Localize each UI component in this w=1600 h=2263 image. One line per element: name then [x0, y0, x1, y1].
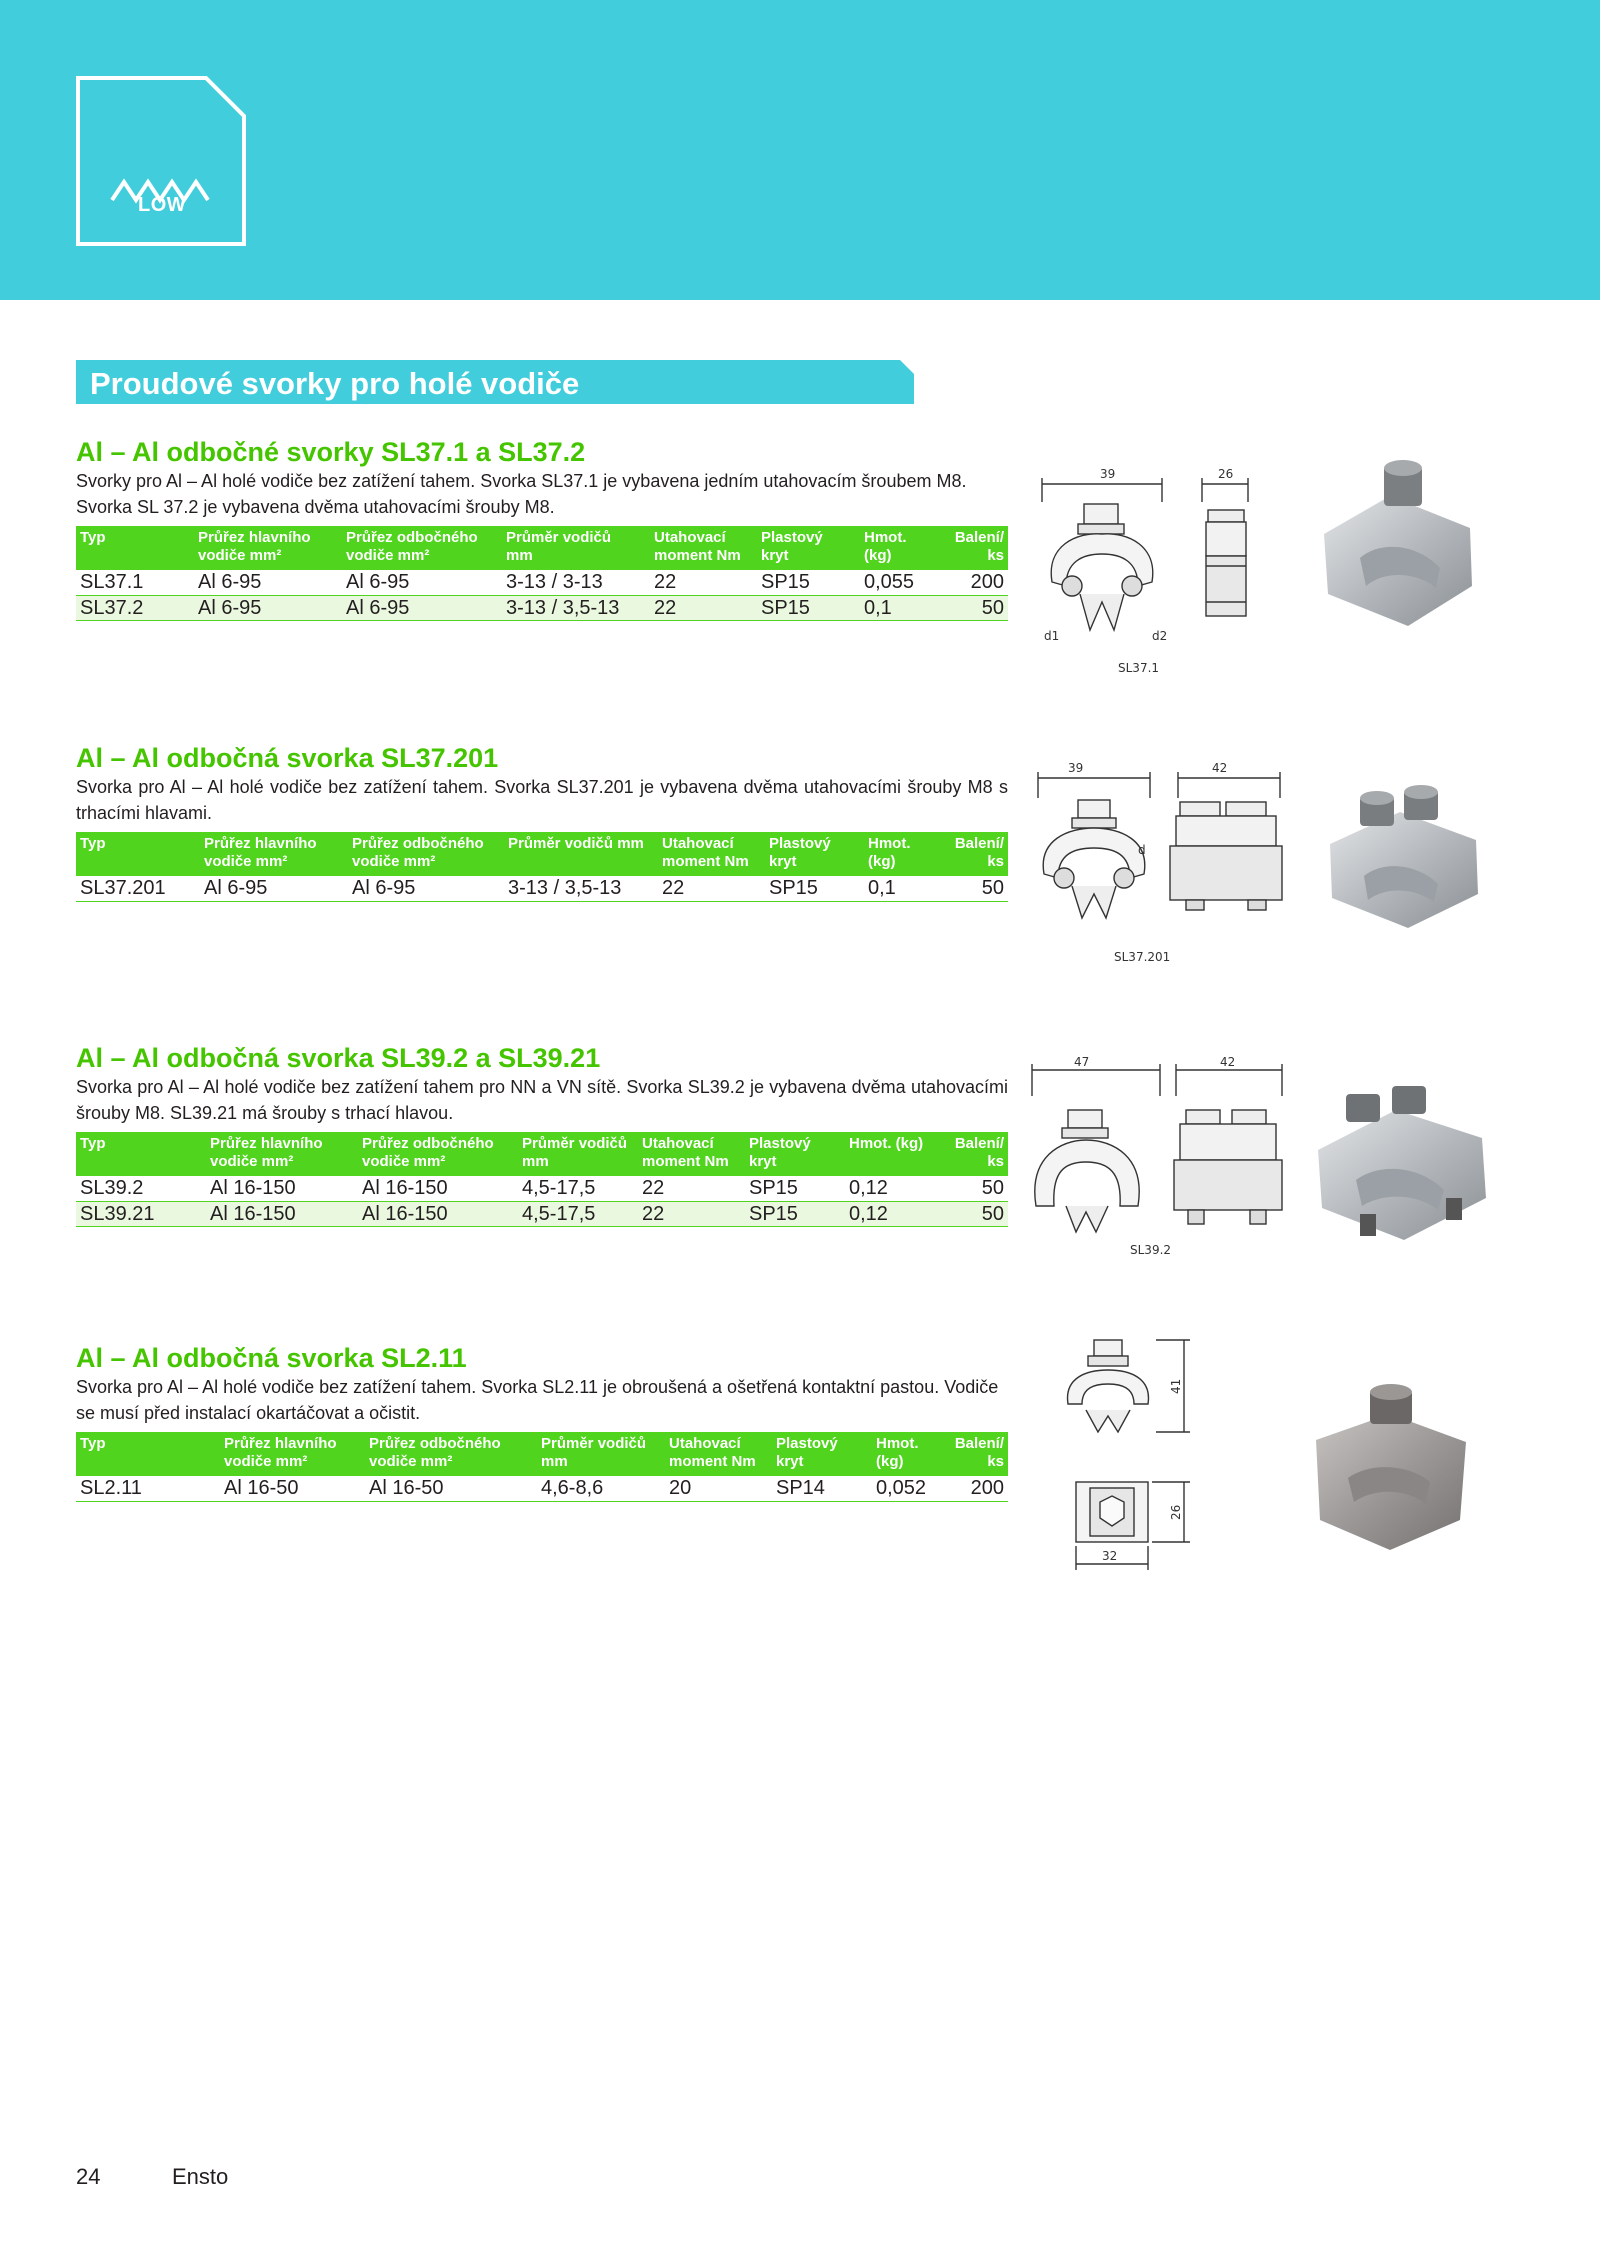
cell-cover: SP15: [757, 595, 860, 620]
dim-label: 26: [1169, 1504, 1183, 1520]
product-description: Svorka pro Al – Al holé vodiče bez zatížení tahem. Svorka SL2.11 je obroušená a ošetřená kontaktní pastou. Vodiče se musí před instalací okartáčovat a očistit.: [76, 1377, 999, 1423]
header-cell: Typ: [76, 1132, 206, 1176]
header-cell: Průřez hlavního vodiče mm²: [206, 1132, 358, 1176]
product-sl37-1-2: [76, 436, 1008, 621]
cell-type: SL39.21: [76, 1201, 206, 1226]
header-cell: Průměr vodičů mm: [504, 832, 658, 876]
product-photo-sl2-11: [1290, 1370, 1490, 1560]
header-cell: Průřez hlavního vodiče mm²: [220, 1432, 365, 1476]
header-cell: Utahovací moment Nm: [665, 1432, 772, 1476]
cell-diameter: 3-13 / 3,5-13: [504, 876, 658, 901]
cell-type: SL2.11: [76, 1476, 220, 1501]
table-row: [76, 570, 1008, 595]
table-header-row: [76, 526, 1008, 570]
header-cell: Průřez hlavního vodiče mm²: [200, 832, 348, 876]
cell-package: 50: [945, 1201, 1008, 1226]
dim-label: 42: [1212, 761, 1228, 775]
product-description: Svorka pro Al – Al holé vodiče bez zatížení tahem. Svorka SL37.201 je vybavena dvěma utahovacími šrouby M8 s trhacími hlavami.: [76, 777, 1008, 823]
cell-weight: 0,1: [864, 876, 946, 901]
product-title: Al – Al odbočná svorka SL37.201: [76, 743, 499, 773]
cell-package: 50: [945, 595, 1008, 620]
header-cell: Průřez odbočného vodiče mm²: [342, 526, 502, 570]
cell-torque: 22: [650, 570, 757, 595]
dim-label: 26: [1218, 467, 1234, 481]
header-cell: Typ: [76, 1432, 220, 1476]
header-cell: Hmot. (kg): [864, 832, 946, 876]
dim-label: 41: [1169, 1378, 1183, 1394]
badge-frame-icon: [76, 76, 246, 246]
cell-branch-section: Al 16-50: [365, 1476, 537, 1501]
table-row: [76, 1201, 1008, 1226]
table-row: [76, 1176, 1008, 1201]
cell-diameter: 4,5-17,5: [518, 1201, 638, 1226]
header-cell: Průměr vodičů mm: [518, 1132, 638, 1176]
dim-label: 39: [1068, 761, 1084, 775]
header-cell: Balení/ ks: [948, 1432, 1008, 1476]
cell-main-section: Al 6-95: [200, 876, 348, 901]
product-photo-sl37-1: [1300, 448, 1500, 648]
table-header-row: [76, 832, 1008, 876]
cell-diameter: 4,6-8,6: [537, 1476, 665, 1501]
cell-branch-section: Al 16-150: [358, 1176, 518, 1201]
cell-package: 50: [945, 1176, 1008, 1201]
product-sl39-2-21: [76, 1042, 1008, 1227]
drawing-caption: SL39.2: [1130, 1243, 1172, 1257]
drawing-caption: SL37.1: [1118, 661, 1160, 675]
cell-package: 200: [945, 570, 1008, 595]
header-cell: Průměr vodičů mm: [537, 1432, 665, 1476]
cell-branch-section: Al 16-150: [358, 1201, 518, 1226]
spec-table: [76, 1132, 1008, 1227]
dim-label: d1: [1044, 629, 1060, 643]
cell-cover: SP15: [757, 570, 860, 595]
spec-table: [76, 832, 1008, 902]
footer-brand: Ensto: [172, 2164, 229, 2189]
product-title: Al – Al odbočná svorka SL2.11: [76, 1343, 467, 1373]
dim-label: 39: [1100, 467, 1116, 481]
drawing-caption: SL37.201: [1114, 950, 1171, 964]
cell-diameter: 3-13 / 3-13: [502, 570, 650, 595]
cell-type: SL37.1: [76, 570, 194, 595]
table-row: [76, 876, 1008, 901]
header-cell: Utahovací moment Nm: [650, 526, 757, 570]
cell-package: 200: [948, 1476, 1008, 1501]
technical-drawing-sl39-2: [1028, 1056, 1290, 1262]
header-cell: Utahovací moment Nm: [658, 832, 765, 876]
product-title: Al – Al odbočné svorky SL37.1 a SL37.2: [76, 437, 586, 467]
product-sl2-11: [76, 1342, 1008, 1502]
dim-label: 42: [1220, 1056, 1236, 1069]
header-cell: Typ: [76, 526, 194, 570]
cell-type: SL37.201: [76, 876, 200, 901]
table-header-row: [76, 1432, 1008, 1476]
badge-label: LOW: [138, 194, 187, 216]
page-number: 24: [76, 2164, 101, 2189]
header-cell: Průřez hlavního vodiče mm²: [194, 526, 342, 570]
cell-branch-section: Al 6-95: [342, 595, 502, 620]
cell-cover: SP15: [765, 876, 864, 901]
table-header-row: [76, 1132, 1008, 1176]
technical-drawing-sl37-1: [1030, 462, 1280, 682]
dim-label: 47: [1074, 1056, 1090, 1069]
product-sl37-201: [76, 742, 1008, 902]
cell-torque: 22: [650, 595, 757, 620]
cell-type: SL39.2: [76, 1176, 206, 1201]
cell-torque: 22: [658, 876, 765, 901]
cell-weight: 0,055: [860, 570, 945, 595]
cell-torque: 22: [638, 1201, 745, 1226]
header-cell: Průměr vodičů mm: [502, 526, 650, 570]
cell-diameter: 3-13 / 3,5-13: [502, 595, 650, 620]
section-title-bar: [76, 360, 914, 404]
cell-main-section: Al 16-150: [206, 1176, 358, 1201]
product-photo-sl39-2: [1300, 1080, 1500, 1250]
cell-weight: 0,12: [845, 1176, 945, 1201]
product-title: Al – Al odbočná svorka SL39.2 a SL39.21: [76, 1043, 601, 1073]
table-row: [76, 1476, 1008, 1501]
cell-weight: 0,052: [872, 1476, 948, 1501]
cell-main-section: Al 6-95: [194, 570, 342, 595]
technical-drawing-sl37-201: [1028, 758, 1288, 968]
cell-cover: SP14: [772, 1476, 872, 1501]
product-description: Svorky pro Al – Al holé vodiče bez zatížení tahem. Svorka SL37.1 je vybavena jedním utahovacím šroubem M8. Svorka SL 37.2 je vybavena dvěma utahovacími šrouby M8.: [76, 471, 967, 517]
product-description: Svorka pro Al – Al holé vodiče bez zatížení tahem pro NN a VN sítě. Svorka SL39.2 je vybavena dvěma utahovacími šrouby M8. SL39.21 má šrouby s trhací hlavou.: [76, 1077, 1008, 1123]
cell-cover: SP15: [745, 1176, 845, 1201]
section-title: Proudové svorky pro holé vodiče: [90, 366, 580, 401]
dim-label: d2: [1152, 629, 1168, 643]
cell-package: 50: [946, 876, 1008, 901]
dim-label: d: [1138, 843, 1146, 857]
header-cell: Průřez odbočného vodiče mm²: [365, 1432, 537, 1476]
cell-type: SL37.2: [76, 595, 194, 620]
cell-weight: 0,1: [860, 595, 945, 620]
cell-weight: 0,12: [845, 1201, 945, 1226]
cell-cover: SP15: [745, 1201, 845, 1226]
spec-table: [76, 526, 1008, 621]
table-row: [76, 595, 1008, 620]
header-cell: Plastový kryt: [765, 832, 864, 876]
technical-drawing-sl2-11: [1060, 1330, 1210, 1580]
header-cell: Balení/ ks: [946, 832, 1008, 876]
product-photo-sl37-201: [1300, 778, 1500, 948]
cell-branch-section: Al 6-95: [348, 876, 504, 901]
cell-main-section: Al 16-50: [220, 1476, 365, 1501]
header-cell: Hmot. (kg): [872, 1432, 948, 1476]
cell-diameter: 4,5-17,5: [518, 1176, 638, 1201]
low-voltage-badge: [76, 76, 246, 246]
header-cell: Průřez odbočného vodiče mm²: [358, 1132, 518, 1176]
header-cell: Hmot. (kg): [860, 526, 945, 570]
header-cell: Průřez odbočného vodiče mm²: [348, 832, 504, 876]
header-cell: Typ: [76, 832, 200, 876]
cell-branch-section: Al 6-95: [342, 570, 502, 595]
header-cell: Plastový kryt: [772, 1432, 872, 1476]
header-cell: Utahovací moment Nm: [638, 1132, 745, 1176]
cell-torque: 20: [665, 1476, 772, 1501]
header-cell: Balení/ ks: [945, 1132, 1008, 1176]
cell-torque: 22: [638, 1176, 745, 1201]
cell-main-section: Al 16-150: [206, 1201, 358, 1226]
header-cell: Plastový kryt: [745, 1132, 845, 1176]
header-cell: Plastový kryt: [757, 526, 860, 570]
header-cell: Balení/ ks: [945, 526, 1008, 570]
spec-table: [76, 1432, 1008, 1502]
header-cell: Hmot. (kg): [845, 1132, 945, 1176]
dim-label: 32: [1102, 1549, 1118, 1563]
cell-main-section: Al 6-95: [194, 595, 342, 620]
